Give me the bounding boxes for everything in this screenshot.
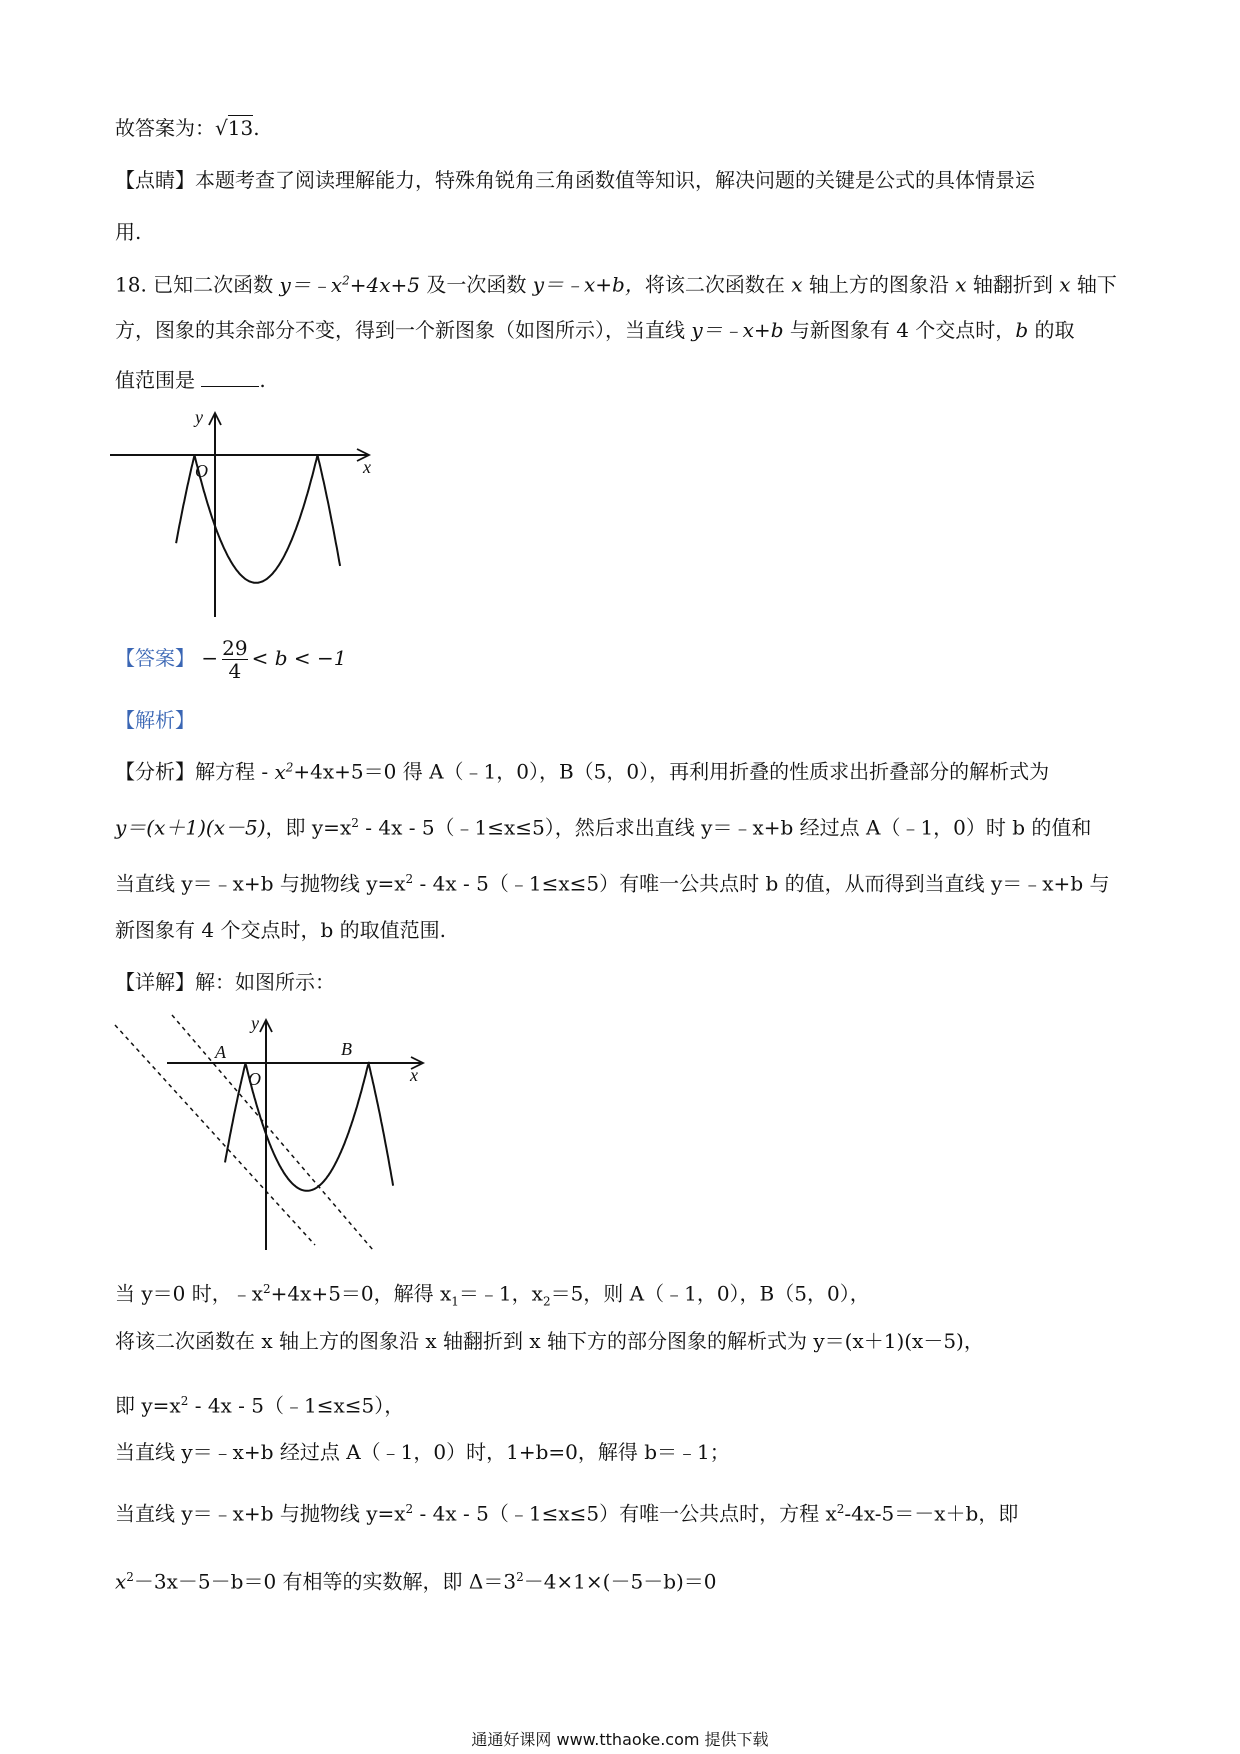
dianjing-line bbox=[115, 166, 1035, 194]
fenxi-text: - 4x - 5（﹣1≤x≤5），然后求出直线 y＝﹣x+b 经过点 A（﹣1，0）时 b 的值和 bbox=[358, 815, 1092, 840]
detail-text: －4×1×(－5－b)＝0 bbox=[523, 1569, 717, 1594]
origin-label: O bbox=[195, 461, 208, 481]
sup-2: 2 bbox=[405, 872, 414, 886]
detail-line-3 bbox=[115, 1387, 404, 1420]
fenxi-text: 解方程 - bbox=[195, 759, 275, 784]
q-text: 及一次函数 bbox=[426, 272, 527, 297]
q-text: 将该二次函数在 bbox=[644, 272, 785, 297]
answer-prefix: 故答案为： bbox=[115, 116, 215, 140]
detail-eq: x bbox=[115, 1569, 127, 1594]
y-label: y bbox=[251, 1013, 259, 1033]
point-A-label: A bbox=[215, 1042, 226, 1062]
dianjing-cont: 用. bbox=[115, 220, 142, 244]
detail-line-1 bbox=[115, 1275, 870, 1316]
eq-quadratic: $y=﹣x^2+4x+5$ bbox=[273, 272, 427, 297]
q-text: 方，图象的其余部分不变，得到一个新图象（如图所示），当直线 bbox=[115, 318, 685, 342]
eq-linear: y＝﹣x+b bbox=[685, 318, 790, 342]
fenxi-text: +4x+5＝0 得 A（﹣1，0），B（5，0），再利用折叠的性质求出折叠部分的解析式为 bbox=[293, 759, 1050, 784]
detail-text: 当直线 y＝﹣x+b 与抛物线 y=x bbox=[115, 1501, 406, 1526]
origin-label: O bbox=[248, 1069, 261, 1089]
fenxi-tag: 【分析】 bbox=[115, 759, 195, 784]
fraction bbox=[222, 637, 247, 682]
var-x: x bbox=[1052, 272, 1077, 297]
sqrt-symbol: √ bbox=[215, 116, 228, 140]
answer-blank bbox=[201, 370, 259, 387]
fenxi-text: ，即 y=x bbox=[265, 815, 352, 840]
fenxi-line-2 bbox=[115, 809, 1091, 842]
detail-line-6 bbox=[115, 1563, 717, 1596]
q-text: 值范围是 bbox=[115, 368, 195, 392]
sup-2: 2 bbox=[126, 1570, 134, 1584]
detail-text: - 4x - 5（﹣1≤x≤5）有唯一公共点时，方程 x bbox=[413, 1501, 837, 1526]
sup-2: 2 bbox=[405, 1502, 414, 1516]
detail-line-4: 当直线 y＝﹣x+b 经过点 A（﹣1，0）时，1+b=0，解得 b＝﹣1； bbox=[115, 1440, 730, 1464]
detail-text: -4x-5＝－x＋b，即 bbox=[844, 1501, 1019, 1526]
q-text: 与新图象有 4 个交点时， bbox=[789, 318, 1016, 342]
detail-line-5 bbox=[115, 1495, 1018, 1528]
var-x: $x^2$ bbox=[274, 759, 294, 784]
page-footer: 通通好课网 www.tthaoke.com 提供下载 bbox=[471, 1730, 769, 1749]
fenxi-line-1 bbox=[115, 753, 1049, 786]
fenxi-text: 当直线 y＝﹣x+b 与抛物线 y=x bbox=[115, 871, 406, 896]
detail-text: 当 y＝0 时，﹣x bbox=[115, 1281, 264, 1306]
detail-text: - 4x - 5（﹣1≤x≤5）， bbox=[188, 1393, 405, 1418]
sup-2: 2 bbox=[836, 1502, 845, 1516]
xiangjie-tag: 【详解】 bbox=[115, 970, 195, 994]
sup-2: 2 bbox=[516, 1570, 524, 1584]
question-number: 18. bbox=[115, 272, 147, 297]
q-text: 轴上方的图象沿 bbox=[808, 272, 949, 297]
dianjing-text: 本题考查了阅读理解能力，特殊角锐角三角函数值等知识，解决问题的关键是公式的具体情景运 bbox=[195, 168, 1035, 192]
detail-text: －3x－5－b＝0 有相等的实数解，即 Δ＝3 bbox=[133, 1569, 517, 1594]
period: . bbox=[253, 116, 260, 140]
sup-2: 2 bbox=[351, 816, 359, 830]
sub-1: 1 bbox=[451, 1294, 459, 1309]
q-text: 已知二次函数 bbox=[153, 272, 274, 297]
sub-2: 2 bbox=[542, 1294, 551, 1309]
answer-line bbox=[115, 628, 346, 688]
detail-text: ＝﹣1，x bbox=[458, 1281, 543, 1306]
fenxi-text: - 4x - 5（﹣1≤x≤5）有唯一公共点时 b 的值，从而得到当直线 y＝﹣x+b 与 bbox=[413, 871, 1110, 896]
fraction-numerator: 29 bbox=[222, 636, 248, 660]
answer-tag: 【答案】 bbox=[115, 646, 195, 670]
fenxi-line-4: 新图象有 4 个交点时，b 的取值范围. bbox=[115, 918, 446, 942]
detail-text: +4x+5＝0，解得 x bbox=[270, 1281, 452, 1306]
y-label: y bbox=[195, 407, 203, 427]
question-line-2 bbox=[115, 316, 1074, 344]
minus-sign: − bbox=[201, 646, 219, 670]
answer-inequality: < b < −1 bbox=[251, 646, 347, 670]
radicand: 13 bbox=[227, 116, 254, 140]
q-text: 的取 bbox=[1034, 318, 1075, 342]
analysis-tag: 【解析】 bbox=[115, 708, 195, 732]
fenxi-eq: y＝(x＋1)(x－5) bbox=[115, 815, 266, 840]
xiangjie-line bbox=[115, 968, 335, 996]
figure-with-tangent-lines bbox=[105, 1005, 435, 1255]
x-label: x bbox=[410, 1065, 418, 1085]
question-line-1 bbox=[115, 266, 1117, 299]
fraction-denominator: 4 bbox=[222, 659, 247, 682]
xiangjie-text: 解：如图所示： bbox=[195, 970, 335, 994]
point-B-label: B bbox=[341, 1039, 352, 1059]
detail-line-2: 将该二次函数在 x 轴上方的图象沿 x 轴翻折到 x 轴下方的部分图象的解析式为 y＝(x＋1)(x－5)， bbox=[115, 1329, 984, 1353]
detail-text: ＝5，则 A（﹣1，0），B（5，0）， bbox=[550, 1281, 870, 1306]
fenxi-line-3 bbox=[115, 865, 1109, 898]
eq-linear: y＝﹣x+b， bbox=[526, 272, 645, 297]
q-text: 轴下 bbox=[1076, 272, 1117, 297]
q-text: 轴翻折到 bbox=[972, 272, 1053, 297]
sup-2: 2 bbox=[180, 1394, 189, 1408]
dianjing-tag: 【点睛】 bbox=[115, 168, 195, 192]
var-x: x bbox=[948, 272, 973, 297]
figure-folded-parabola bbox=[105, 405, 385, 620]
answer-line-17 bbox=[115, 114, 260, 142]
x-label: x bbox=[363, 457, 371, 477]
question-line-3: 值范围是 . bbox=[115, 368, 266, 392]
detail-text: 即 y=x bbox=[115, 1393, 181, 1418]
var-b: b bbox=[1015, 318, 1035, 342]
sup-2: 2 bbox=[263, 1282, 271, 1296]
var-x: x bbox=[784, 272, 809, 297]
